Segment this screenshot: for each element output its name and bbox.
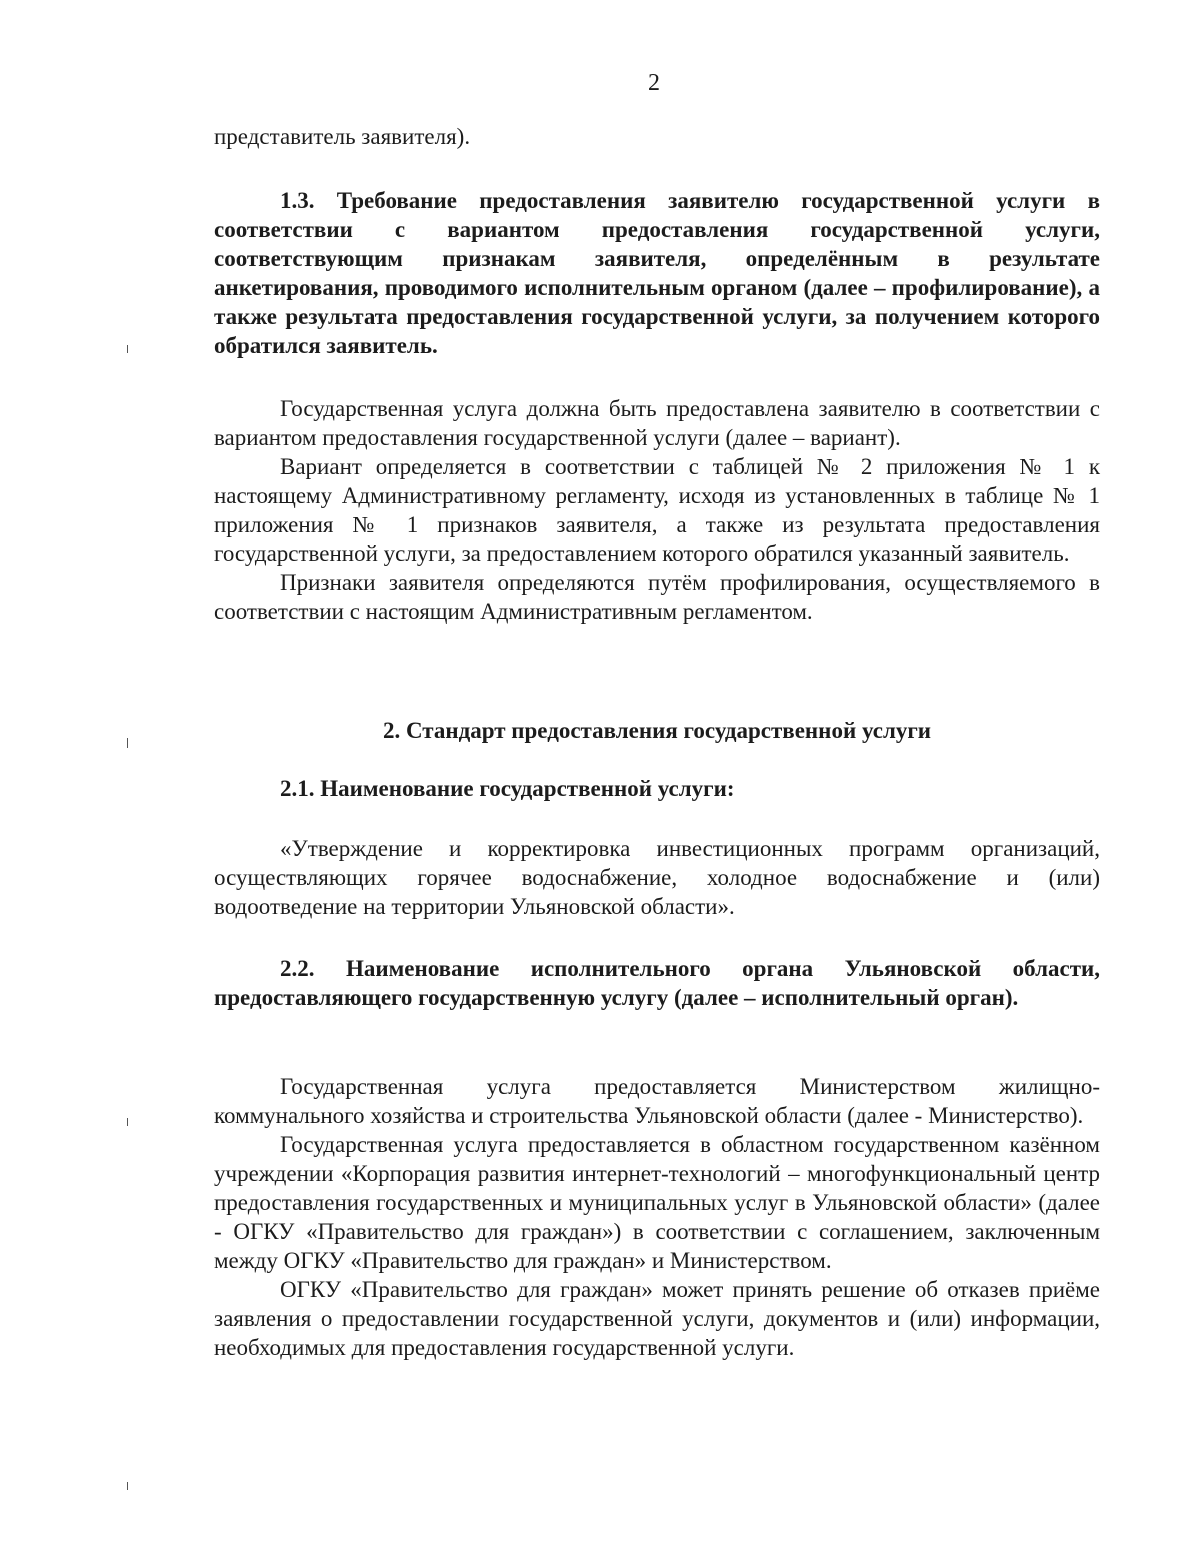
paragraph: Государственная услуга предоставляется Министерством жилищно-коммунального хозяйства и строительства Ульяновской области (далее - Министерство).	[214, 1074, 1100, 1128]
chapter-heading-2: 2. Стандарт предоставления государственной услуги	[382, 718, 932, 743]
paragraph-continuation: представитель заявителя).	[214, 124, 471, 149]
section-heading-2-2: 2.2. Наименование исполнительного органа Ульяновской области, предоставляющего государственную услугу (далее – исполнительный орган).	[214, 956, 1100, 1010]
paragraph: ОГКУ «Правительство для граждан» может принять решение об отказев приёме заявления о предоставлении государственной услуги, документов и (или) информации, необходимых для предоставления государственной услуги.	[214, 1277, 1100, 1360]
margin-mark	[127, 345, 128, 353]
paragraph: Государственная услуга должна быть предоставлена заявителю в соответствии с вариантом предоставления государственной услуги (далее – вариант).	[214, 396, 1100, 450]
paragraph: Государственная услуга предоставляется в областном государственном казённом учреждении «Корпорация развития интернет-технологий – многофункциональный центр предоставления государственных и муниципальных услуг в Ульяновской области» (далее - ОГКУ «Правительство для граждан») в соответствии с соглашением, заключенным между ОГКУ «Правительство для граждан» и Министерством.	[214, 1132, 1100, 1273]
page-number: 2	[648, 70, 660, 96]
paragraph: Признаки заявителя определяются путём профилирования, осуществляемого в соответствии с настоящим Административным регламентом.	[214, 570, 1100, 624]
margin-mark	[127, 738, 128, 748]
margin-mark	[127, 1118, 128, 1126]
section-heading-1-3: 1.3. Требование предоставления заявителю государственной услуги в соответствии с вариантом предоставления государственной услуги, соответствующим признакам заявителя, определённым в результате анкетирования, проводимого исполнительным органом (далее – профилирование), а также результата предоставления государственной услуги, за получением которого обратился заявитель.	[214, 188, 1100, 358]
section-heading-2-1: 2.1. Наименование государственной услуги:	[280, 776, 735, 801]
service-name-paragraph: «Утверждение и корректировка инвестиционных программ организаций, осуществляющих горячее водоснабжение, холодное водоснабжение и (или) водоотведение на территории Ульяновской области».	[214, 836, 1100, 919]
margin-mark	[127, 1482, 128, 1490]
paragraph: Вариант определяется в соответствии с таблицей № 2 приложения № 1 к настоящему Административному регламенту, исходя из установленных в таблице № 1 приложения № 1 признаков заявителя, а также из результата предоставления государственной услуги, за предоставлением которого обратился указанный заявитель.	[214, 454, 1100, 566]
